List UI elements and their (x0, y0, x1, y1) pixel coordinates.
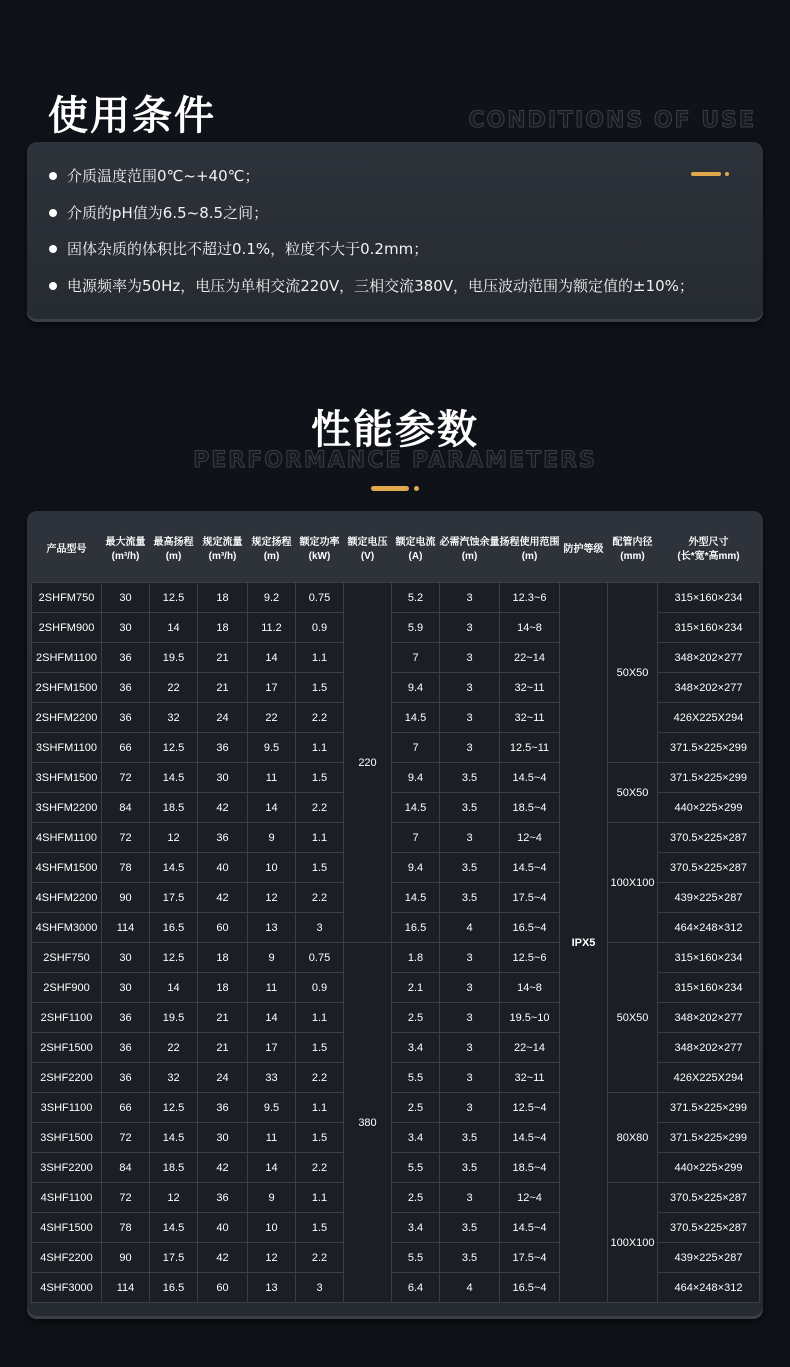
table-cell: 42 (198, 883, 248, 913)
performance-title: 性能参数 (311, 407, 479, 453)
table-cell: 3.5 (440, 763, 500, 793)
table-cell: 17.5 (150, 883, 198, 913)
table-cell: 30 (102, 613, 150, 643)
table-cell: 66 (102, 733, 150, 763)
table-cell: 14.5 (392, 703, 440, 733)
table-cell: 17 (248, 1033, 296, 1063)
conditions-title-en: CONDITIONS OF USE (468, 108, 756, 133)
table-cell: 12 (248, 883, 296, 913)
table-cell: 16.5~4 (500, 913, 560, 943)
table-cell: 7 (392, 643, 440, 673)
table-cell: 1.5 (296, 673, 344, 703)
table-cell: 114 (102, 1273, 150, 1303)
table-cell: 371.5×225×299 (658, 733, 760, 763)
table-cell: 426X225X294 (658, 703, 760, 733)
condition-item: 介质的pH值为6.5~8.5之间； (49, 201, 694, 238)
table-cell: 9.4 (392, 853, 440, 883)
table-cell: 30 (102, 973, 150, 1003)
table-row (32, 763, 760, 793)
table-cell: 3.5 (440, 1153, 500, 1183)
pipe-cell: 100X100 (608, 823, 658, 943)
accent-dash-icon (371, 486, 419, 491)
table-cell: 1.8 (392, 943, 440, 973)
table-cell: 4SHFM1500 (32, 853, 102, 883)
table-cell: 426X225X294 (658, 1063, 760, 1093)
table-cell: 1.5 (296, 1123, 344, 1153)
table-cell: 3 (440, 1003, 500, 1033)
table-cell: 36 (102, 1063, 150, 1093)
table-cell: 32~11 (500, 703, 560, 733)
table-cell: 72 (102, 1123, 150, 1153)
table-cell: 2.5 (392, 1093, 440, 1123)
table-cell: 13 (248, 1273, 296, 1303)
table-cell: 2.1 (392, 973, 440, 1003)
table-cell: 2.2 (296, 793, 344, 823)
protection-cell: IPX5 (560, 583, 608, 1303)
table-cell: 3.5 (440, 793, 500, 823)
table-cell: 3.4 (392, 1213, 440, 1243)
column-header: 扬程使用范围 (m) (499, 537, 560, 562)
table-cell: 2SHF2200 (32, 1063, 102, 1093)
table-cell: 78 (102, 1213, 150, 1243)
table-cell: 12 (150, 823, 198, 853)
table-cell: 3SHFM2200 (32, 793, 102, 823)
table-cell: 3 (440, 943, 500, 973)
table-cell: 17 (248, 673, 296, 703)
table-cell: 2SHFM750 (32, 583, 102, 613)
table-cell: 3SHFM1100 (32, 733, 102, 763)
table-cell: 10 (248, 1213, 296, 1243)
table-cell: 14 (150, 613, 198, 643)
table-cell: 1.5 (296, 1033, 344, 1063)
accent-dash-icon (691, 172, 729, 176)
table-cell: 3 (440, 823, 500, 853)
table-cell: 36 (198, 733, 248, 763)
table-cell: 14.5 (150, 1123, 198, 1153)
conditions-title: 使用条件 (48, 93, 216, 139)
voltage-cell: 380 (344, 943, 392, 1303)
table-cell: 14.5~4 (500, 1213, 560, 1243)
table-cell: 16.5 (150, 913, 198, 943)
table-cell: 12.5 (150, 943, 198, 973)
table-cell: 3 (440, 1183, 500, 1213)
table-cell: 19.5 (150, 643, 198, 673)
table-cell: 3SHF2200 (32, 1153, 102, 1183)
table-cell: 14.5~4 (500, 1123, 560, 1153)
table-cell: 14 (248, 643, 296, 673)
table-row (32, 1093, 760, 1123)
table-cell: 315×160×234 (658, 583, 760, 613)
table-cell: 18 (198, 943, 248, 973)
table-cell: 21 (198, 1003, 248, 1033)
table-cell: 2SHF1100 (32, 1003, 102, 1033)
column-header: 防护等级 (563, 544, 604, 555)
table-cell: 3.5 (440, 1123, 500, 1153)
table-cell: 5.5 (392, 1063, 440, 1093)
table-cell: 0.75 (296, 943, 344, 973)
table-cell: 21 (198, 1033, 248, 1063)
table-cell: 36 (198, 1183, 248, 1213)
table-cell: 30 (102, 943, 150, 973)
table-cell: 33 (248, 1063, 296, 1093)
table-cell: 90 (102, 883, 150, 913)
table-cell: 3.5 (440, 883, 500, 913)
table-cell: 3.5 (440, 1243, 500, 1273)
table-cell: 9.5 (248, 733, 296, 763)
table-cell: 18.5~4 (500, 793, 560, 823)
table-cell: 4SHF1100 (32, 1183, 102, 1213)
table-cell: 2SHF750 (32, 943, 102, 973)
table-cell: 18 (198, 973, 248, 1003)
table-cell: 315×160×234 (658, 943, 760, 973)
table-cell: 21 (198, 673, 248, 703)
table-cell: 24 (198, 703, 248, 733)
table-cell: 9.2 (248, 583, 296, 613)
table-cell: 4SHF2200 (32, 1243, 102, 1273)
table-cell: 84 (102, 793, 150, 823)
voltage-cell: 220 (344, 583, 392, 943)
table-cell: 19.5~10 (500, 1003, 560, 1033)
condition-item: 电源频率为50Hz，电压为单相交流220V，三相交流380V，电压波动范围为额定值的±10%； (49, 274, 694, 311)
table-cell: 90 (102, 1243, 150, 1273)
table-cell: 3 (440, 613, 500, 643)
table-cell: 3 (296, 913, 344, 943)
table-cell: 371.5×225×299 (658, 1093, 760, 1123)
table-cell: 348×202×277 (658, 673, 760, 703)
table-cell: 315×160×234 (658, 613, 760, 643)
table-cell: 348×202×277 (658, 643, 760, 673)
table-cell: 12.3~6 (500, 583, 560, 613)
table-cell: 11.2 (248, 613, 296, 643)
table-cell: 1.5 (296, 1213, 344, 1243)
table-cell: 14 (248, 1153, 296, 1183)
table-cell: 3 (440, 673, 500, 703)
table-cell: 14.5 (150, 763, 198, 793)
table-cell: 32~11 (500, 1063, 560, 1093)
table-cell: 11 (248, 763, 296, 793)
column-header: 外型尺寸 (长*宽*高mm) (677, 537, 740, 562)
table-cell: 3.4 (392, 1033, 440, 1063)
table-cell: 3 (440, 1033, 500, 1063)
table-cell: 17.5~4 (500, 1243, 560, 1273)
table-cell: 18 (198, 613, 248, 643)
column-header: 配管内径 (mm) (612, 537, 653, 562)
table-cell: 114 (102, 913, 150, 943)
table-cell: 315×160×234 (658, 973, 760, 1003)
table-cell: 4SHFM3000 (32, 913, 102, 943)
table-cell: 0.75 (296, 583, 344, 613)
table-cell: 5.5 (392, 1243, 440, 1273)
table-cell: 1.1 (296, 643, 344, 673)
table-cell: 22 (150, 673, 198, 703)
table-cell: 464×248×312 (658, 1273, 760, 1303)
table-cell: 9.4 (392, 763, 440, 793)
condition-item: 介质温度范围0℃~+40℃； (49, 164, 694, 201)
table-cell: 2.2 (296, 883, 344, 913)
table-cell: 3SHF1100 (32, 1093, 102, 1123)
table-cell: 1.1 (296, 1093, 344, 1123)
table-row (32, 583, 760, 613)
table-cell: 7 (392, 823, 440, 853)
table-header-row (32, 518, 760, 583)
table-cell: 12.5 (150, 583, 198, 613)
table-cell: 3 (440, 973, 500, 1003)
table-cell: 2SHF1500 (32, 1033, 102, 1063)
column-header: 规定流量 (m³/h) (202, 537, 243, 562)
table-cell: 19.5 (150, 1003, 198, 1033)
table-cell: 5.2 (392, 583, 440, 613)
table-cell: 30 (198, 1123, 248, 1153)
pipe-cell: 50X50 (608, 583, 658, 763)
table-row (32, 823, 760, 853)
table-cell: 17.5~4 (500, 883, 560, 913)
table-cell: 370.5×225×287 (658, 823, 760, 853)
table-cell: 3.5 (440, 853, 500, 883)
pipe-cell: 100X100 (608, 1183, 658, 1303)
table-cell: 1.1 (296, 823, 344, 853)
table-cell: 22~14 (500, 1033, 560, 1063)
table-cell: 1.1 (296, 1003, 344, 1033)
table-cell: 32 (150, 703, 198, 733)
table-cell: 6.4 (392, 1273, 440, 1303)
table-cell: 1.5 (296, 763, 344, 793)
table-cell: 14.5 (150, 1213, 198, 1243)
table-cell: 4 (440, 1273, 500, 1303)
table-cell: 42 (198, 793, 248, 823)
table-cell: 440×225×299 (658, 1153, 760, 1183)
table-cell: 371.5×225×299 (658, 1123, 760, 1153)
table-cell: 30 (198, 763, 248, 793)
table-cell: 370.5×225×287 (658, 1183, 760, 1213)
performance-card (27, 511, 763, 1319)
table-cell: 36 (198, 1093, 248, 1123)
table-row (32, 1183, 760, 1213)
table-row (32, 943, 760, 973)
table-cell: 14~8 (500, 973, 560, 1003)
table-cell: 42 (198, 1153, 248, 1183)
table-cell: 3.4 (392, 1123, 440, 1153)
table-cell: 14.5 (392, 793, 440, 823)
table-cell: 12 (150, 1183, 198, 1213)
column-header: 额定电流 (A) (395, 537, 436, 562)
table-cell: 439×225×287 (658, 1243, 760, 1273)
table-cell: 18.5 (150, 793, 198, 823)
table-cell: 66 (102, 1093, 150, 1123)
table-cell: 2.2 (296, 703, 344, 733)
table-cell: 14 (248, 793, 296, 823)
table-cell: 40 (198, 1213, 248, 1243)
table-cell: 18.5~4 (500, 1153, 560, 1183)
table-cell: 3 (440, 1063, 500, 1093)
table-cell: 16.5 (150, 1273, 198, 1303)
table-cell: 4SHFM2200 (32, 883, 102, 913)
table-cell: 60 (198, 913, 248, 943)
table-cell: 371.5×225×299 (658, 763, 760, 793)
table-cell: 9 (248, 1183, 296, 1213)
table-cell: 12.5 (150, 733, 198, 763)
table-cell: 14 (248, 1003, 296, 1033)
table-cell: 5.9 (392, 613, 440, 643)
table-cell: 17.5 (150, 1243, 198, 1273)
column-header: 最大流量 (m³/h) (105, 537, 146, 562)
column-header: 必需汽蚀余量 (m) (439, 537, 500, 562)
table-cell: 21 (198, 643, 248, 673)
table-cell: 10 (248, 853, 296, 883)
pipe-cell: 80X80 (608, 1093, 658, 1183)
table-cell: 1.1 (296, 733, 344, 763)
column-header: 额定功率 (kW) (299, 537, 340, 562)
table-cell: 11 (248, 973, 296, 1003)
table-cell: 0.9 (296, 973, 344, 1003)
table-cell: 36 (102, 643, 150, 673)
table-cell: 22 (150, 1033, 198, 1063)
table-cell: 14.5~4 (500, 763, 560, 793)
table-cell: 12.5 (150, 1093, 198, 1123)
table-cell: 7 (392, 733, 440, 763)
table-cell: 4SHF1500 (32, 1213, 102, 1243)
table-cell: 22~14 (500, 643, 560, 673)
table-cell: 2SHFM1500 (32, 673, 102, 703)
table-cell: 3 (440, 1093, 500, 1123)
table-cell: 4 (440, 913, 500, 943)
table-cell: 18.5 (150, 1153, 198, 1183)
table-cell: 12.5~11 (500, 733, 560, 763)
table-cell: 11 (248, 1123, 296, 1153)
table-cell: 4SHF3000 (32, 1273, 102, 1303)
table-cell: 2.2 (296, 1243, 344, 1273)
table-cell: 12~4 (500, 1183, 560, 1213)
table-cell: 370.5×225×287 (658, 853, 760, 883)
column-header: 产品型号 (46, 544, 87, 555)
table-cell: 36 (102, 673, 150, 703)
table-cell: 9 (248, 823, 296, 853)
table-cell: 36 (198, 823, 248, 853)
table-cell: 370.5×225×287 (658, 1213, 760, 1243)
conditions-card (27, 142, 763, 322)
table-cell: 12.5~6 (500, 943, 560, 973)
table-cell: 1.5 (296, 853, 344, 883)
column-header: 最高扬程 (m) (153, 537, 194, 562)
table-cell: 13 (248, 913, 296, 943)
table-cell: 4SHFM1100 (32, 823, 102, 853)
table-cell: 440×225×299 (658, 793, 760, 823)
conditions-list (49, 164, 694, 310)
table-cell: 439×225×287 (658, 883, 760, 913)
table-cell: 3 (440, 643, 500, 673)
table-cell: 14~8 (500, 613, 560, 643)
table-cell: 5.5 (392, 1153, 440, 1183)
table-cell: 22 (248, 703, 296, 733)
table-cell: 464×248×312 (658, 913, 760, 943)
table-cell: 12~4 (500, 823, 560, 853)
table-cell: 14 (150, 973, 198, 1003)
table-cell: 0.9 (296, 613, 344, 643)
table-cell: 36 (102, 703, 150, 733)
table-cell: 14.5 (150, 853, 198, 883)
table-cell: 2SHFM2200 (32, 703, 102, 733)
pipe-cell: 50X50 (608, 763, 658, 823)
table-cell: 3.5 (440, 1213, 500, 1243)
table-cell: 3SHFM1500 (32, 763, 102, 793)
table-cell: 30 (102, 583, 150, 613)
table-cell: 1.1 (296, 1183, 344, 1213)
table-cell: 9.4 (392, 673, 440, 703)
table-cell: 2SHFM1100 (32, 643, 102, 673)
table-cell: 14.5 (392, 883, 440, 913)
table-cell: 3 (296, 1273, 344, 1303)
column-header: 规定扬程 (m) (251, 537, 292, 562)
table-cell: 60 (198, 1273, 248, 1303)
table-cell: 32 (150, 1063, 198, 1093)
table-cell: 78 (102, 853, 150, 883)
table-cell: 2.2 (296, 1153, 344, 1183)
performance-table (31, 518, 760, 1303)
table-cell: 72 (102, 1183, 150, 1213)
table-cell: 2SHF900 (32, 973, 102, 1003)
table-cell: 24 (198, 1063, 248, 1093)
table-cell: 12 (248, 1243, 296, 1273)
table-cell: 3 (440, 703, 500, 733)
table-cell: 2SHFM900 (32, 613, 102, 643)
table-cell: 72 (102, 823, 150, 853)
table-cell: 9 (248, 943, 296, 973)
table-cell: 348×202×277 (658, 1003, 760, 1033)
performance-title-en: PERFORMANCE PARAMETERS (193, 448, 597, 473)
table-cell: 36 (102, 1003, 150, 1033)
table-cell: 3 (440, 583, 500, 613)
table-cell: 2.5 (392, 1003, 440, 1033)
table-cell: 18 (198, 583, 248, 613)
table-cell: 3SHF1500 (32, 1123, 102, 1153)
table-cell: 72 (102, 763, 150, 793)
table-cell: 40 (198, 853, 248, 883)
table-cell: 14.5~4 (500, 853, 560, 883)
table-cell: 9.5 (248, 1093, 296, 1123)
table-cell: 12.5~4 (500, 1093, 560, 1123)
table-cell: 16.5 (392, 913, 440, 943)
table-cell: 348×202×277 (658, 1033, 760, 1063)
table-cell: 3 (440, 733, 500, 763)
table-cell: 42 (198, 1243, 248, 1273)
table-cell: 2.5 (392, 1183, 440, 1213)
table-cell: 32~11 (500, 673, 560, 703)
condition-item: 固体杂质的体积比不超过0.1%，粒度不大于0.2mm； (49, 237, 694, 274)
column-header: 额定电压 (V) (347, 537, 388, 562)
table-cell: 84 (102, 1153, 150, 1183)
table-cell: 36 (102, 1033, 150, 1063)
table-cell: 2.2 (296, 1063, 344, 1093)
pipe-cell: 50X50 (608, 943, 658, 1093)
table-cell: 16.5~4 (500, 1273, 560, 1303)
